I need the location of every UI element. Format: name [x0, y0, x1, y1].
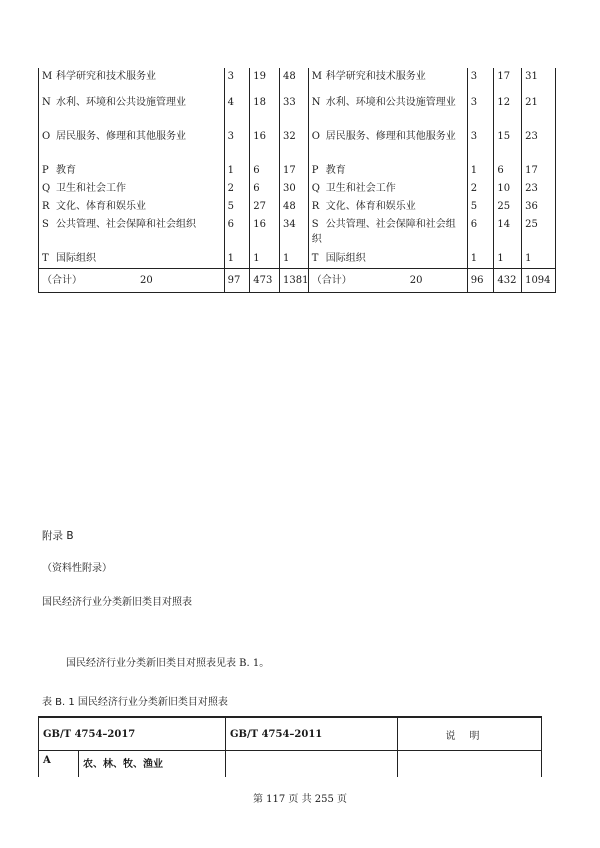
- left-section-count: 3: [224, 68, 250, 94]
- right-industry-name: [308, 180, 467, 198]
- header-gbt-2011: GB/T 4754–2011: [226, 717, 398, 751]
- left-group-count: 48: [280, 198, 309, 216]
- table-row: [39, 198, 556, 216]
- industry-code: N: [311, 97, 321, 108]
- total-category-count: 20: [140, 274, 153, 286]
- right-industry-name: [308, 68, 467, 94]
- left-group-count: 34: [280, 216, 309, 250]
- right-group-count: 31: [522, 68, 556, 94]
- left-division-count: 6: [250, 180, 280, 198]
- appendix-paragraph: 国民经济行业分类新旧类目对照表见表 B. 1。: [66, 658, 270, 669]
- table-row: [39, 162, 556, 180]
- right-division-count: 6: [494, 162, 522, 180]
- industry-code: S: [42, 219, 49, 230]
- left-industry-name: [39, 198, 225, 216]
- left-group-count: 17: [280, 162, 309, 180]
- industry-label: 卫生和社会工作: [325, 183, 396, 194]
- total-row: [39, 268, 556, 292]
- page-number: 第 117 页 共 255 页: [252, 794, 348, 805]
- industry-code: O: [311, 131, 320, 142]
- right-group-count: 21: [522, 94, 556, 128]
- table-row: [39, 94, 556, 128]
- right-division-count: 25: [494, 198, 522, 216]
- old-section-cell: [226, 751, 398, 778]
- table-row: [39, 216, 556, 250]
- right-industry-name: [308, 216, 467, 250]
- left-industry-name: [39, 68, 225, 94]
- right-industry-name: [308, 162, 467, 180]
- right-group-count: 25: [522, 216, 556, 250]
- industry-label: 教育: [325, 165, 346, 176]
- right-group-count: 17: [522, 162, 556, 180]
- right-section-count: 1: [467, 250, 494, 268]
- left-section-count: 4: [224, 94, 250, 128]
- right-industry-name: [308, 128, 467, 162]
- right-division-count: 12: [494, 94, 522, 128]
- industry-code: M: [311, 71, 322, 82]
- table-row: [39, 751, 542, 778]
- right-total-sections: [467, 268, 494, 292]
- mapping-table-header: [39, 717, 542, 751]
- industry-label: 科学研究和技术服务业: [56, 71, 156, 82]
- total-value: 1094: [525, 274, 551, 286]
- right-industry-name: [308, 198, 467, 216]
- industry-label: 水利、环境和公共设施管理业: [325, 97, 456, 108]
- left-industry-name: [39, 180, 225, 198]
- industry-code: Q: [311, 183, 320, 194]
- industry-code: R: [311, 201, 320, 212]
- right-industry-name: [308, 94, 467, 128]
- left-division-count: 27: [250, 198, 280, 216]
- right-total-groups: [522, 268, 556, 292]
- left-division-count: 6: [250, 162, 280, 180]
- industry-label: 水利、环境和公共设施管理业: [56, 97, 186, 108]
- right-division-count: 17: [494, 68, 522, 94]
- left-section-count: 3: [224, 128, 250, 162]
- industry-code: O: [42, 131, 51, 142]
- table-caption: 表 B. 1 国民经济行业分类新旧类目对照表: [42, 697, 228, 708]
- left-section-count: 5: [224, 198, 250, 216]
- left-group-count: 48: [280, 68, 309, 94]
- table-row: [39, 180, 556, 198]
- table-row: [39, 250, 556, 268]
- total-value: 1381: [283, 274, 309, 286]
- industry-code: Q: [42, 183, 51, 194]
- left-total-divisions: [250, 268, 280, 292]
- industry-code: S: [311, 219, 319, 230]
- right-group-count: 23: [522, 128, 556, 162]
- left-division-count: 1: [250, 250, 280, 268]
- total-category-count: 20: [409, 274, 423, 286]
- industry-code: P: [42, 165, 49, 176]
- header-note: 说明: [398, 717, 542, 751]
- appendix-name: 国民经济行业分类新旧类目对照表: [42, 597, 192, 608]
- right-division-count: 14: [494, 216, 522, 250]
- left-division-count: 16: [250, 128, 280, 162]
- left-section-count: 1: [224, 250, 250, 268]
- left-industry-name: [39, 94, 225, 128]
- right-section-count: 3: [467, 94, 494, 128]
- right-total-cell: [308, 268, 467, 292]
- left-industry-name: [39, 162, 225, 180]
- left-group-count: 33: [280, 94, 309, 128]
- left-division-count: 19: [250, 68, 280, 94]
- left-total-cell: [39, 268, 225, 292]
- table-row: [39, 68, 556, 94]
- section-code: A: [39, 751, 79, 778]
- left-group-count: 32: [280, 128, 309, 162]
- left-group-count: 1: [280, 250, 309, 268]
- header-gbt-2017: GB/T 4754–2017: [39, 717, 226, 751]
- right-division-count: 15: [494, 128, 522, 162]
- industry-code: P: [311, 165, 319, 176]
- right-group-count: 36: [522, 198, 556, 216]
- industry-label: 卫生和社会工作: [56, 183, 126, 194]
- industry-code: M: [42, 71, 53, 82]
- industry-count-table: [38, 68, 556, 293]
- left-group-count: 30: [280, 180, 309, 198]
- total-value: 97: [227, 274, 241, 286]
- total-label: （合计）: [311, 274, 352, 286]
- total-value: 473: [253, 274, 273, 286]
- right-total-divisions: [494, 268, 522, 292]
- right-division-count: 10: [494, 180, 522, 198]
- total-value: 432: [497, 274, 517, 286]
- left-industry-name: [39, 128, 225, 162]
- industry-label: 公共管理、社会保障和社会组织: [311, 219, 456, 245]
- left-section-count: 6: [224, 216, 250, 250]
- industry-code: N: [42, 97, 51, 108]
- industry-label: 公共管理、社会保障和社会组织: [56, 219, 196, 230]
- left-section-count: 1: [224, 162, 250, 180]
- section-name: 农、林、牧、渔业: [79, 751, 226, 778]
- note-cell: [398, 751, 542, 778]
- industry-label: 教育: [56, 165, 76, 176]
- right-group-count: 23: [522, 180, 556, 198]
- industry-code: T: [311, 253, 319, 264]
- right-section-count: 6: [467, 216, 494, 250]
- right-section-count: 3: [467, 68, 494, 94]
- right-industry-name: [308, 250, 467, 268]
- right-section-count: 2: [467, 180, 494, 198]
- left-industry-name: [39, 250, 225, 268]
- industry-code: T: [42, 253, 49, 264]
- industry-label: 国际组织: [325, 253, 366, 264]
- industry-label: 居民服务、修理和其他服务业: [325, 131, 456, 142]
- left-total-groups: [280, 268, 309, 292]
- appendix-subtitle: （资料性附录）: [42, 563, 112, 574]
- industry-label: 科学研究和技术服务业: [325, 71, 426, 82]
- left-section-count: 2: [224, 180, 250, 198]
- left-total-sections: [224, 268, 250, 292]
- industry-label: 文化、体育和娱乐业: [56, 201, 146, 212]
- industry-code: R: [42, 201, 50, 212]
- left-division-count: 18: [250, 94, 280, 128]
- total-value: 96: [470, 274, 484, 286]
- right-section-count: 1: [467, 162, 494, 180]
- appendix-title: 附录 B: [42, 530, 74, 542]
- left-industry-name: [39, 216, 225, 250]
- industry-label: 文化、体育和娱乐业: [325, 201, 416, 212]
- right-section-count: 5: [467, 198, 494, 216]
- table-row: [39, 128, 556, 162]
- industry-label: 国际组织: [56, 253, 96, 264]
- left-division-count: 16: [250, 216, 280, 250]
- right-group-count: 1: [522, 250, 556, 268]
- industry-label: 居民服务、修理和其他服务业: [56, 131, 186, 142]
- right-section-count: 3: [467, 128, 494, 162]
- mapping-table: [38, 716, 542, 777]
- right-division-count: 1: [494, 250, 522, 268]
- total-label: （合计）: [42, 274, 82, 286]
